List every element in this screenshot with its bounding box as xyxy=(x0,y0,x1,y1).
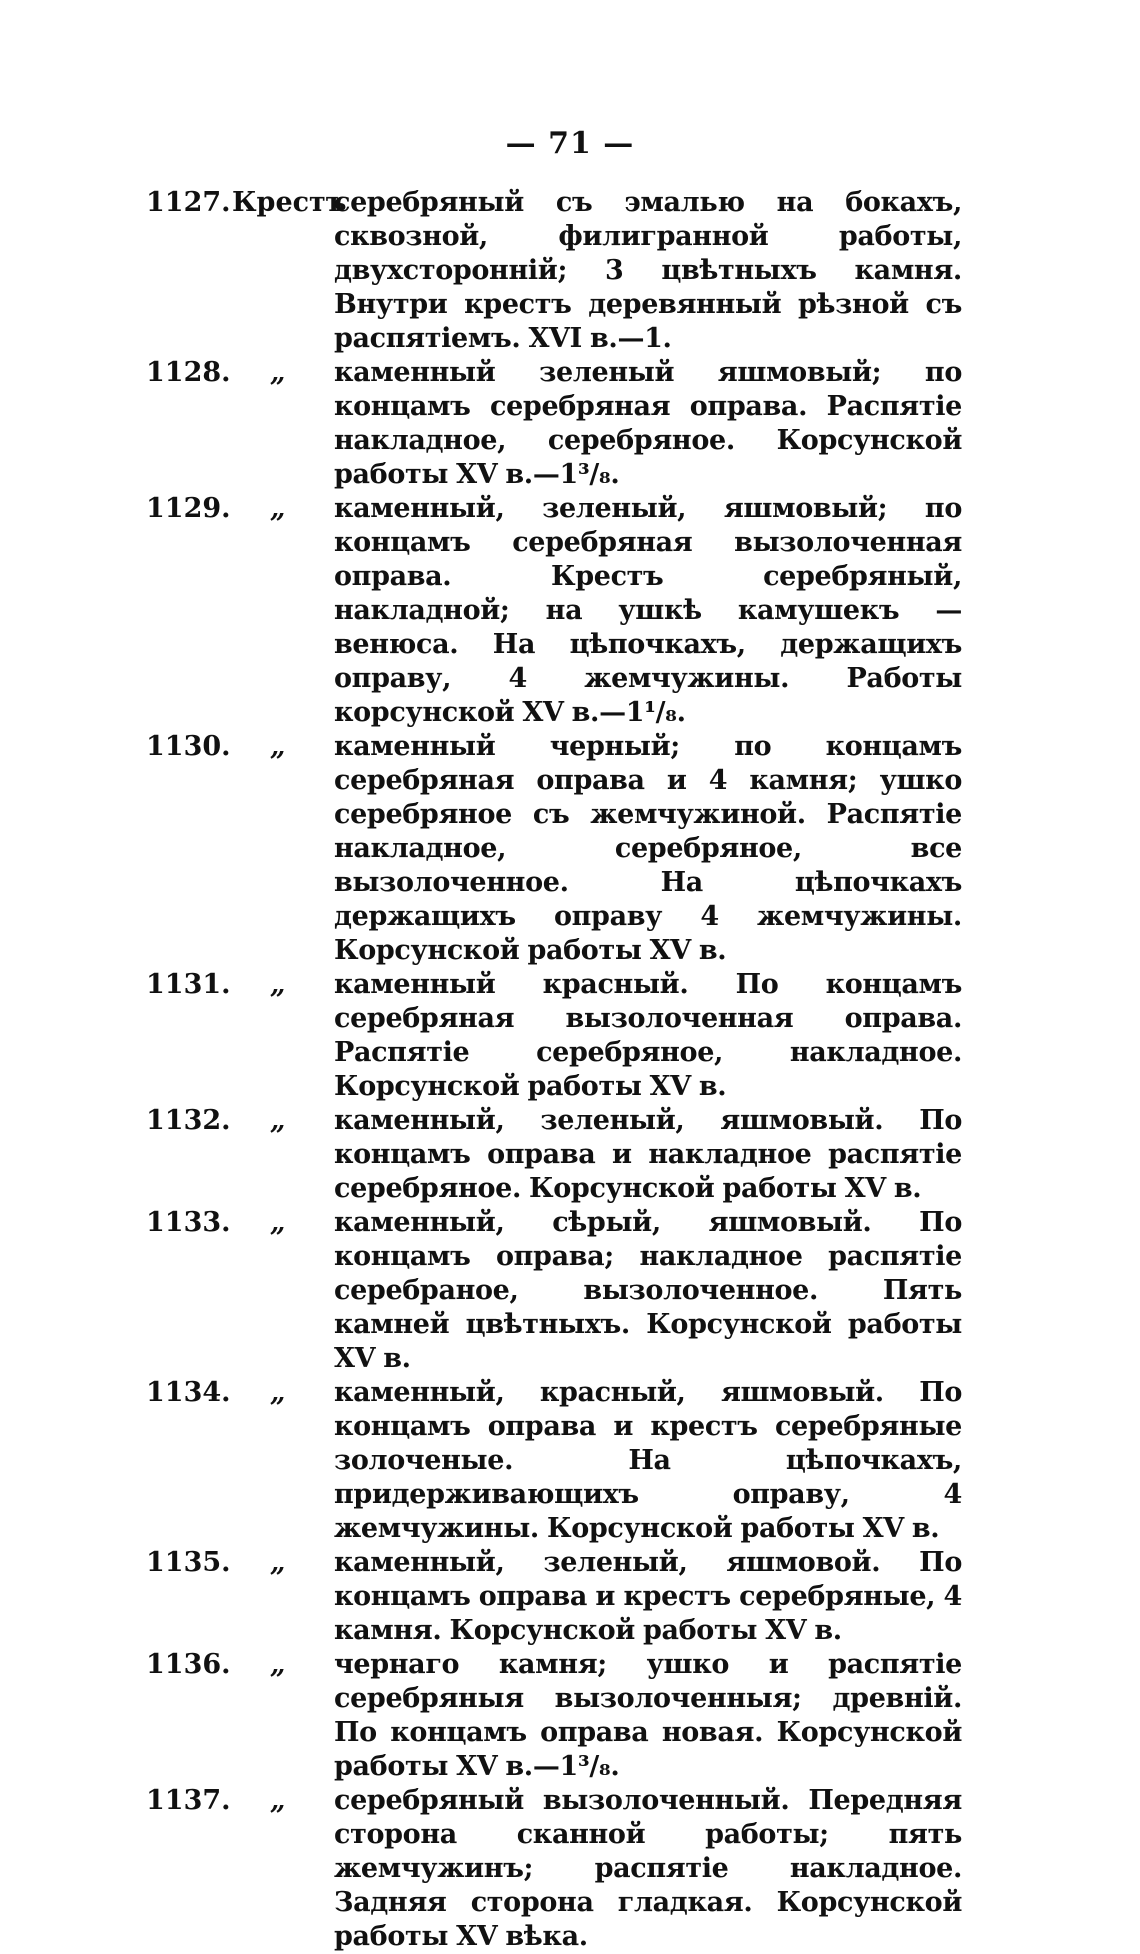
entry-number: 1133. xyxy=(146,1207,231,1238)
entry-description: серебряный вызолоченный. Передняя сторона сканной работы; пять жемчужинъ; распятіе накладное. Задняя сторона гладкая. Корсунской работы XV вѣка. xyxy=(334,1785,962,1952)
entry-number: 1132. xyxy=(146,1105,231,1136)
ditto-mark: „ xyxy=(270,1785,286,1816)
entry-number: 1131. xyxy=(146,969,231,1000)
entry-description: серебряный съ эмалью на бокахъ, сквозной, филигранной работы, двухсторонній; 3 цвѣтныхъ камня. Внутри крестъ деревянный рѣзной съ распятіемъ. XVI в.—1. xyxy=(334,187,962,354)
entry-number: 1135. xyxy=(146,1547,231,1578)
catalog-entry-1135 xyxy=(0,1546,1140,1648)
ditto-mark: „ xyxy=(270,1377,286,1408)
catalog-entry-1134 xyxy=(0,1376,1140,1546)
entry-number: 1137. xyxy=(146,1785,231,1816)
catalog-entry-1129 xyxy=(0,492,1140,730)
entry-description: каменный зеленый яшмовый; по концамъ серебряная оправа. Распятіе накладное, серебряное. Корсунской работы XV в.—1³/₈. xyxy=(334,357,962,490)
ditto-mark: „ xyxy=(270,357,286,388)
page-number: — 71 — xyxy=(505,126,635,161)
entry-headword: Крестъ xyxy=(232,187,347,218)
ditto-mark: „ xyxy=(270,731,286,762)
catalog-entry-1136 xyxy=(0,1648,1140,1784)
entry-number: 1129. xyxy=(146,493,231,524)
catalog-entry-1131 xyxy=(0,968,1140,1104)
entry-description: каменный, красный, яшмовый. По концамъ оправа и крестъ серебряные золоченые. На цѣпочкахъ, придерживающихъ оправу, 4 жемчужины. Корсунской работы XV в. xyxy=(334,1377,962,1544)
ditto-mark: „ xyxy=(270,969,286,1000)
entry-description: каменный красный. По концамъ серебряная вызолоченная оправа. Распятіе серебряное, накладное. Корсунской работы XV в. xyxy=(334,969,962,1102)
entry-description: каменный, зеленый, яшмовой. По концамъ оправа и крестъ серебряные, 4 камня. Корсунской работы XV в. xyxy=(334,1547,962,1646)
catalog-entry-list xyxy=(0,186,1140,1954)
entry-description: чернаго камня; ушко и распятіе серебряныя вызолоченныя; древній. По концамъ оправа новая. Корсунской работы XV в.—1³/₈. xyxy=(334,1649,962,1782)
entry-description: каменный, зеленый, яшмовый; по концамъ серебряная вызолоченная оправа. Крестъ серебряный, накладной; на ушкѣ камушекъ — венюса. На цѣпочкахъ, держащихъ оправу, 4 жемчужины. Работы корсунской XV в.—1¹/₈. xyxy=(334,493,962,728)
catalog-entry-1132 xyxy=(0,1104,1140,1206)
ditto-mark: „ xyxy=(270,1105,286,1136)
entry-number: 1130. xyxy=(146,731,231,762)
entry-number: 1136. xyxy=(146,1649,231,1680)
entry-description: каменный, сѣрый, яшмовый. По концамъ оправа; накладное распятіе серебраное, вызолоченное. Пять камней цвѣтныхъ. Корсунской работы XV в. xyxy=(334,1207,962,1374)
entry-description: каменный, зеленый, яшмовый. По концамъ оправа и накладное распятіе серебряное. Корсунской работы XV в. xyxy=(334,1105,962,1204)
ditto-mark: „ xyxy=(270,493,286,524)
ditto-mark: „ xyxy=(270,1649,286,1680)
catalog-entry-1137 xyxy=(0,1784,1140,1954)
catalog-entry-1127 xyxy=(0,186,1140,356)
entry-number: 1134. xyxy=(146,1377,231,1408)
entry-number: 1127. xyxy=(146,187,231,218)
entry-number: 1128. xyxy=(146,357,231,388)
catalog-entry-1130 xyxy=(0,730,1140,968)
entry-description: каменный черный; по концамъ серебряная оправа и 4 камня; ушко серебряное съ жемчужиной. Распятіе накладное, серебряное, все вызолоченное. На цѣпочкахъ держащихъ оправу 4 жемчужины. Корсунской работы XV в. xyxy=(334,731,962,966)
catalog-entry-1128 xyxy=(0,356,1140,492)
catalog-entry-1133 xyxy=(0,1206,1140,1376)
ditto-mark: „ xyxy=(270,1547,286,1578)
ditto-mark: „ xyxy=(270,1207,286,1238)
